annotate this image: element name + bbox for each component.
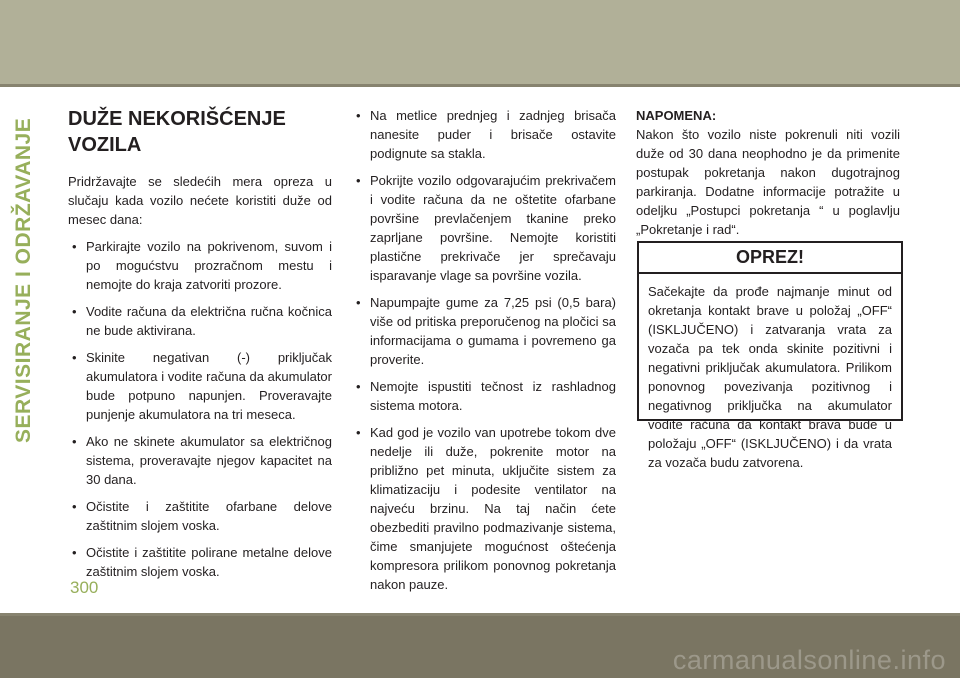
list-item: • Očistite i zaštitite polirane metalne delove zaštitnim slojem voska. <box>68 543 332 581</box>
list-item: • Napumpajte gume za 7,25 psi (0,5 bara) više od pritiska preporučenog na pločici sa informacijama o gumama i povremeno ga proverite. <box>352 293 616 369</box>
note-title: NAPOMENA: <box>636 108 717 123</box>
list-item: • Nemojte ispustiti tečnost iz rashladnog sistema motora. <box>352 377 616 415</box>
list-item: • Na metlice prednjeg i zadnjeg brisača nanesite puder i brisače ostavite podignute sa stakla. <box>352 106 616 163</box>
list-item: • Skinite negativan (-) priključak akumulatora i vodite računa da akumulator bude potpuno napunjen. Proveravajte punjenje akumulatora na tri meseca. <box>68 348 332 424</box>
header-divider <box>0 84 960 87</box>
caution-text: Sačekajte da prođe najmanje minut od okretanja kontakt brave u položaj „OFF“ (ISKLJUČENO) i zatvaranja vrata za vozača pa tek onda skinite pozitivni i negativni priključak akumulatora. Prilikom ponovnog povezivanja pozitivnog i negativnog priključka na akumulator vodite računa da kontakt brava bude u položaju „OFF“ (ISKLJUČENO) i da vrata za vozača budu zatvorena. <box>648 284 892 470</box>
list-item: • Pokrijte vozilo odgovarajućim prekrivačem i vodite računa da ne oštetite ofarbane površine prevlačenjem tkanine preko zaprljane površine. Nemojte koristiti plastične prekrivače jer sprečavaju isparavanje vlage sa površine vozila. <box>352 171 616 285</box>
header-band <box>0 0 960 84</box>
column-2 <box>352 106 616 602</box>
note-text: Nakon što vozilo niste pokrenuli niti vozili duže od 30 dana neophodno je da primenite postupak pokretanja nakon dugotrajnog parkiranja. Dodatne informacije potražite u odeljku „Postupci pokretanja “ u poglavlju „Pokretanje i rad“. <box>636 127 900 237</box>
list-item: • Parkirajte vozilo na pokrivenom, suvom i po mogućstvu prozračnom mestu i nemojte do kraja zatvoriti prozore. <box>68 237 332 294</box>
caution-box <box>637 241 903 470</box>
page-title: DUŽE NEKORIŠĆENJE VOZILA <box>68 108 286 156</box>
watermark: carmanualsonline.info <box>672 645 946 675</box>
intro-paragraph: Pridržavajte se sledećih mera opreza u slučaju kada vozilo nećete koristiti duže od mesec dana: <box>68 174 332 227</box>
page-number: 300 <box>70 578 99 597</box>
column-1 <box>68 106 332 589</box>
section-side-label: SERVISIRANJE I ODRŽAVANJE <box>12 117 35 443</box>
list-item: • Ako ne skinete akumulator sa električnog sistema, proveravajte njegov kapacitet na 30 dana. <box>68 432 332 489</box>
list-item: • Vodite računa da električna ručna kočnica ne bude aktivirana. <box>68 302 332 340</box>
column-3 <box>636 106 900 247</box>
list-item: • Očistite i zaštitite ofarbane delove zaštitnim slojem voska. <box>68 497 332 535</box>
caution-title: OPREZ! <box>639 243 901 274</box>
precautions-list-1 <box>68 237 332 581</box>
precautions-list-2 <box>352 106 616 594</box>
list-item: • Kad god je vozilo van upotrebe tokom dve nedelje ili duže, pokrenite motor na približno pet minuta, uključite sistem za klimatizaciju i podesite ventilator na najveću brzinu. Na taj način ćete obezbediti pravilno podmazivanje sistema, čime smanjujete mogućnost oštećenja kompresora prilikom ponovnog pokretanja nakon pauze. <box>352 423 616 594</box>
